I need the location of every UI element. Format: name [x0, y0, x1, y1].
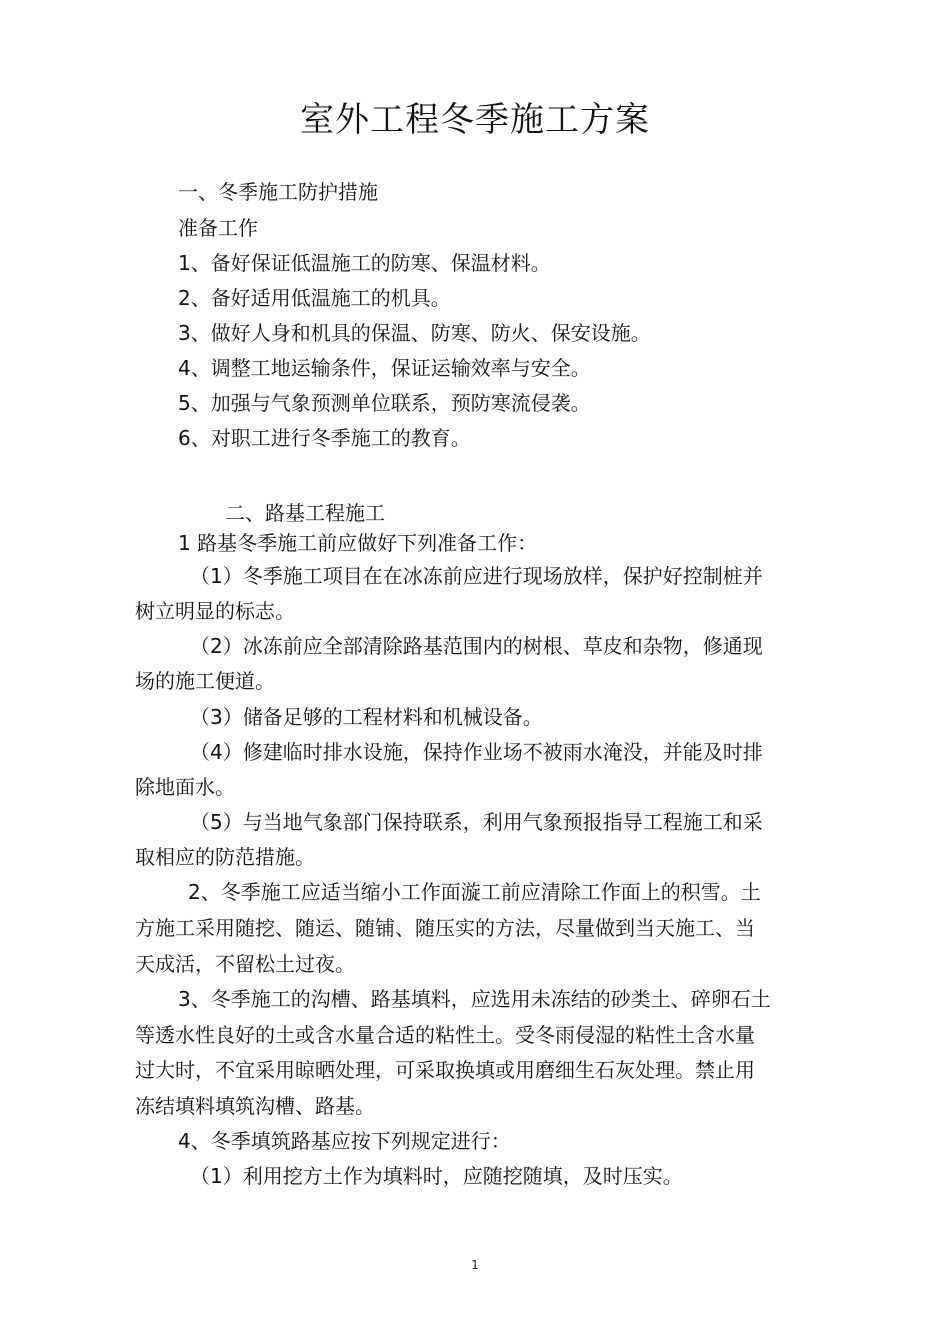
paragraph-line: 取相应的防范措施。: [135, 845, 315, 869]
paragraph-line: 方施工采用随挖、随运、随铺、随压实的方法，尽量做到当天施工、当: [135, 916, 755, 940]
subheading: 准备工作: [178, 216, 258, 240]
paragraph-line: （1）利用挖方土作为填料时，应随挖随填，及时压实。: [190, 1164, 683, 1188]
document-title: 室外工程冬季施工方案: [300, 100, 650, 140]
paragraph-line: 1 路基冬季施工前应做好下列准备工作：: [178, 531, 538, 555]
paragraph-line: 场的施工便道。: [135, 669, 275, 693]
list-item: 5、加强与气象预测单位联系，预防寒流侵袭。: [178, 391, 591, 415]
paragraph-line: 3、冬季施工的沟槽、路基填料，应选用未冻结的砂类土、碎卵石土: [178, 987, 771, 1011]
paragraph-line: 天成活，不留松土过夜。: [135, 952, 355, 976]
section-heading: 一、冬季施工防护措施: [178, 180, 378, 204]
paragraph-line: 2、冬季施工应适当缩小工作面漩工前应清除工作面上的积雪。土: [188, 880, 761, 904]
paragraph-line: （1）冬季施工项目在在冰冻前应进行现场放样，保护好控制桩并: [190, 564, 763, 588]
page-number: 1: [471, 1258, 479, 1272]
paragraph-line: （4）修建临时排水设施，保持作业场不被雨水淹没，并能及时排: [190, 740, 763, 764]
paragraph-line: 树立明显的标志。: [135, 599, 295, 623]
list-item: 1、备好保证低温施工的防寒、保温材料。: [178, 251, 551, 275]
list-item: 3、做好人身和机具的保温、防寒、防火、保安设施。: [178, 321, 651, 345]
list-item: 6、对职工进行冬季施工的教育。: [178, 426, 471, 450]
list-item: 4、调整工地运输条件，保证运输效率与安全。: [178, 356, 591, 380]
paragraph-line: 过大时，不宜采用晾晒处理，可采取换填或用磨细生石灰处理。禁止用: [135, 1058, 755, 1082]
paragraph-line: 等透水性良好的土或含水量合适的粘性土。受冬雨侵湿的粘性土含水量: [135, 1023, 755, 1047]
paragraph-line: （3）储备足够的工程材料和机械设备。: [190, 705, 543, 729]
paragraph-line: 4、冬季填筑路基应按下列规定进行：: [178, 1129, 511, 1153]
paragraph-line: （5）与当地气象部门保持联系，利用气象预报指导工程施工和采: [190, 810, 763, 834]
paragraph-line: 冻结填料填筑沟槽、路基。: [135, 1094, 375, 1118]
paragraph-line: （2）冰冻前应全部清除路基范围内的树根、草皮和杂物，修通现: [190, 634, 763, 658]
section-heading: 二、路基工程施工: [225, 501, 385, 525]
paragraph-line: 除地面水。: [135, 775, 235, 799]
list-item: 2、备好适用低温施工的机具。: [178, 286, 451, 310]
